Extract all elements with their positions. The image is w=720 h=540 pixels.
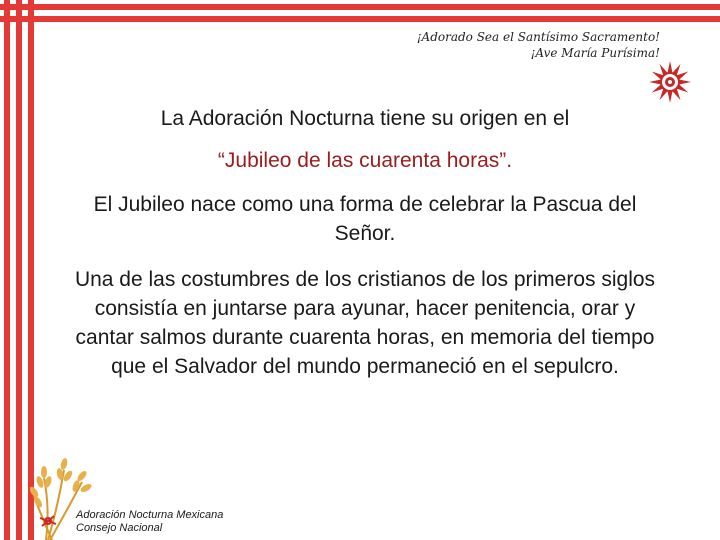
header-quote-line1: ¡Adorado Sea el Santísimo Sacramento! xyxy=(416,30,660,44)
intro-text: La Adoración Nocturna tiene su origen en el xyxy=(160,107,570,130)
footer-council: Consejo Nacional xyxy=(76,522,163,534)
paragraph-jubilee: El Jubileo nace como una forma de celebrar la Pascua del Señor. xyxy=(93,193,637,245)
footer-organization: Adoración Nocturna Mexicana xyxy=(76,509,224,521)
jubilee-highlight: “Jubileo de las cuarenta horas”. xyxy=(217,149,513,172)
monstrance-emblem-icon xyxy=(648,60,692,104)
header-quote-line2: ¡Ave María Purísima! xyxy=(530,46,660,60)
paragraph-history: Una de las costumbres de los cristianos de los primeros siglos consistía en juntarse para ayunar, hacer penitencia, orar y cantar salmos durante cuarenta horas, en memoria del tiempo que el Salvador del mundo permaneció en el sepulcro. xyxy=(74,268,656,378)
